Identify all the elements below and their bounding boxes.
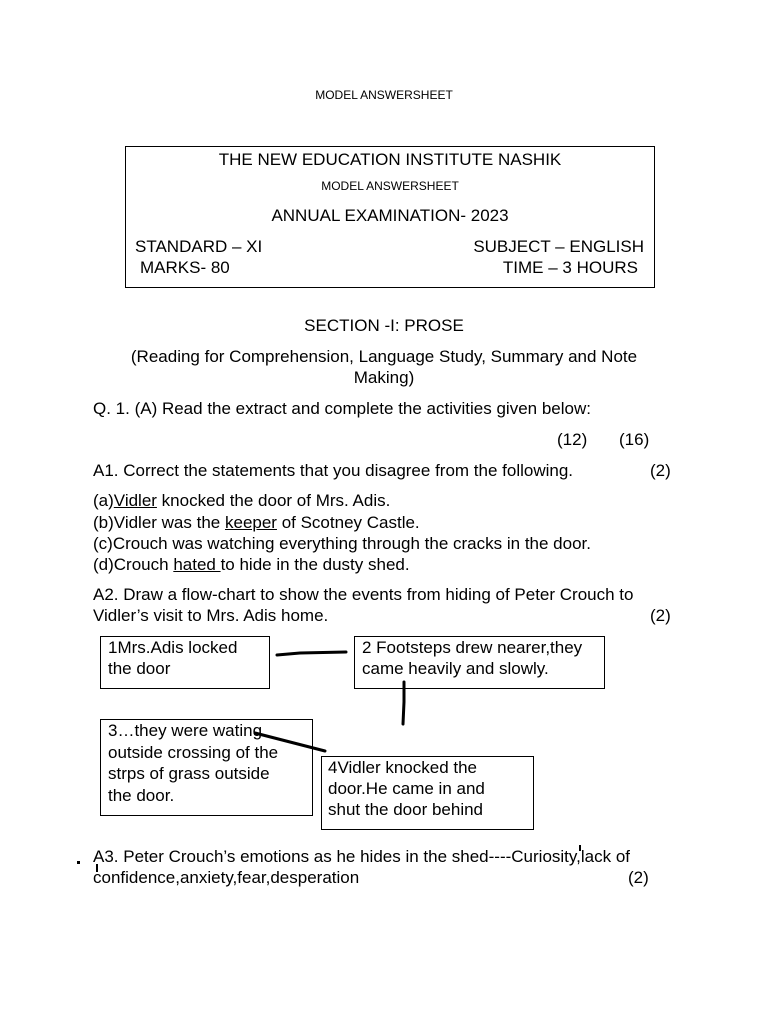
institute-name: THE NEW EDUCATION INSTITUTE NASHIK <box>218 150 562 169</box>
item-post: knocked the door of Mrs. Adis. <box>156 491 391 510</box>
connector-2-4 <box>403 682 404 724</box>
item-pre: Crouch <box>113 555 174 574</box>
item-label: (c) <box>93 534 113 553</box>
box-line: 4Vidler knocked the <box>328 758 478 777</box>
box-line: strps of grass outside <box>108 764 270 783</box>
a2-line2: Vidler’s visit to Mrs. Adis home. <box>93 606 329 625</box>
section-desc-line2: Making) <box>353 368 415 387</box>
item-underlined: keeper <box>224 513 277 532</box>
a1-text: A1. Correct the statements that you disagree from the following. <box>93 461 574 480</box>
a2-marks: (2) <box>650 606 671 625</box>
item-pre: Vidler was the <box>113 513 225 532</box>
item-label: (b) <box>93 513 114 532</box>
box-line: the door <box>108 659 171 678</box>
box-line: came heavily and slowly. <box>362 659 549 678</box>
section-title: SECTION -I: PROSE <box>304 316 464 335</box>
stray-mark <box>77 861 80 864</box>
box-line: shut the door behind <box>328 800 484 819</box>
a3-marks: (2) <box>628 868 649 887</box>
q1-marks-12: (12) <box>557 430 588 449</box>
a3-line1: A3. Peter Crouch’s emotions as he hides in the shed----Curiosity,lack of <box>93 847 631 866</box>
box-line: outside crossing of the <box>108 743 279 762</box>
connector-1-2 <box>277 652 346 655</box>
section-desc-line1: (Reading for Comprehension, Language Study, Summary and Note <box>130 347 638 366</box>
box-line: 2 Footsteps drew nearer,they <box>362 638 583 657</box>
item-label: (a) <box>93 491 114 510</box>
a3-line2: confidence,anxiety,fear,desperation <box>93 868 360 887</box>
box-line: 1Mrs.Adis locked <box>108 638 238 657</box>
standard-label: STANDARD – XI <box>135 237 263 256</box>
box-line: door.He came in and <box>328 779 485 798</box>
item-post: to hide in the dusty shed. <box>220 555 410 574</box>
item-underlined: Vidler <box>113 491 157 510</box>
q1-text: Q. 1. (A) Read the extract and complete the activities given below: <box>93 399 591 418</box>
item-underlined: hated <box>173 555 221 574</box>
item-post: of Scotney Castle. <box>276 513 420 532</box>
subject-label: SUBJECT – ENGLISH <box>473 237 644 256</box>
item-pre: Crouch was watching everything through the cracks in the door. <box>112 534 591 553</box>
q1-marks-16: (16) <box>619 430 650 449</box>
box-line: 3…they were wating <box>108 721 263 740</box>
connector-4-3 <box>255 733 325 751</box>
time-label: TIME – 3 HOURS <box>502 258 638 277</box>
a2-line1: A2. Draw a flow-chart to show the events from hiding of Peter Crouch to <box>93 585 634 604</box>
item-label: (d) <box>93 555 114 574</box>
page-header: MODEL ANSWERSHEET <box>315 88 453 102</box>
box-line: the door. <box>108 786 175 805</box>
a1-marks: (2) <box>650 461 671 480</box>
title-subtitle: MODEL ANSWERSHEET <box>321 179 459 193</box>
exam-title: ANNUAL EXAMINATION- 2023 <box>271 206 509 225</box>
marks-label: MARKS- 80 <box>140 258 230 277</box>
